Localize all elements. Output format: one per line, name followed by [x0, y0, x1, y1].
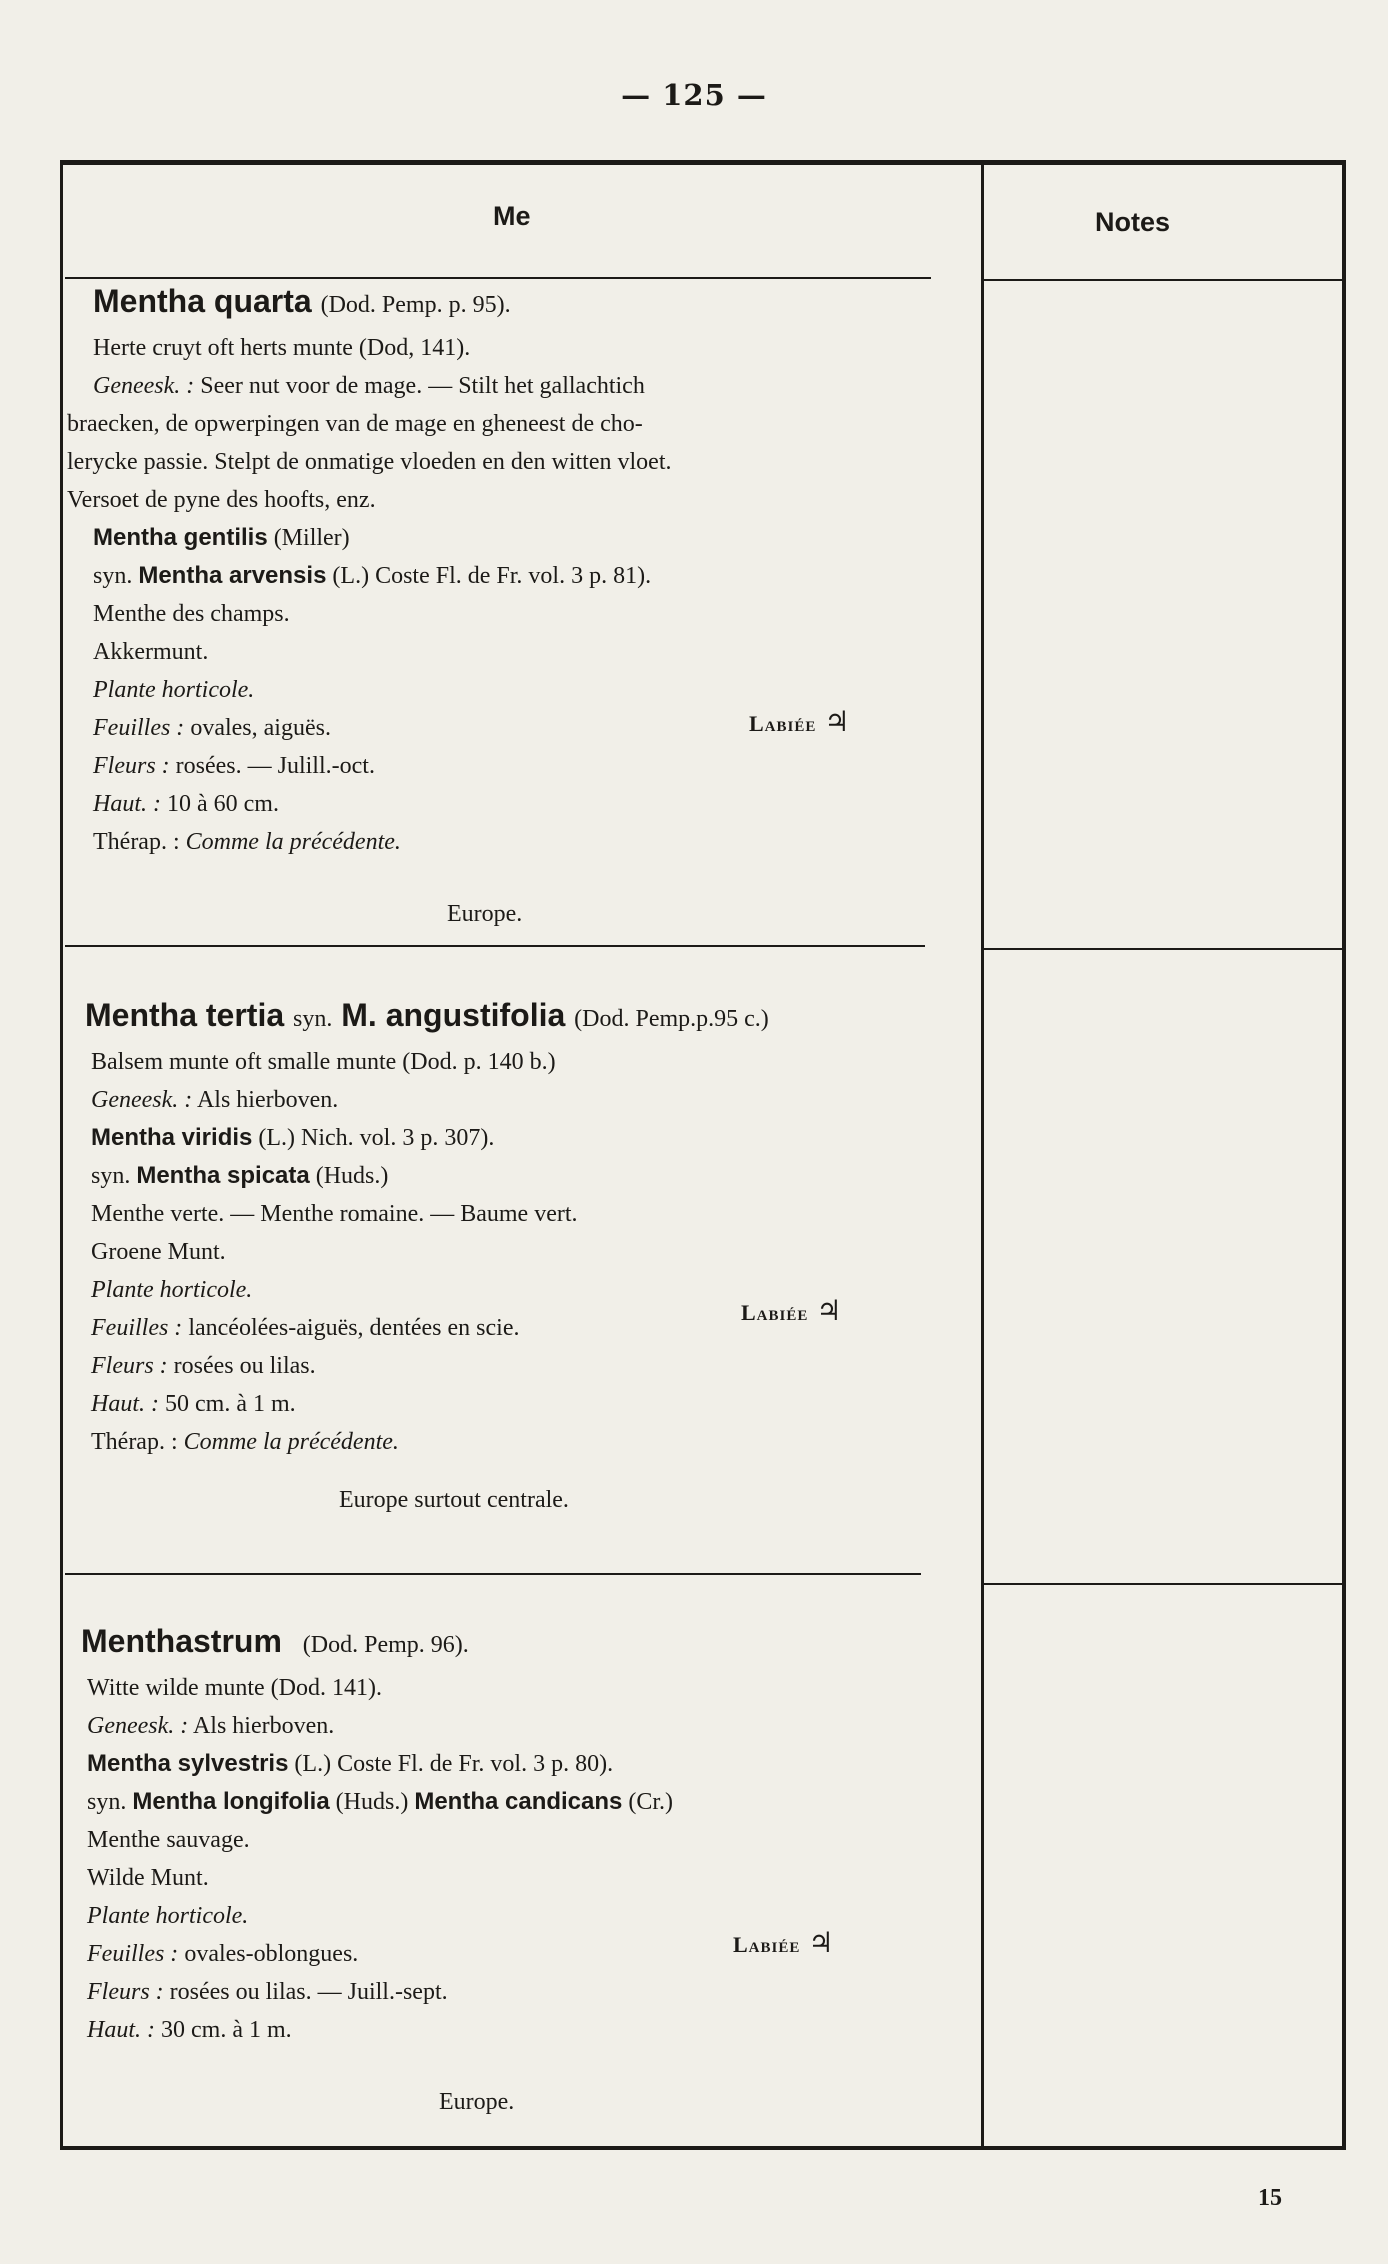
therap-value: Comme la précédente.: [185, 829, 401, 855]
fleurs-value: rosées. — Julill.-oct.: [175, 753, 375, 779]
entry-title-ref: (Dod. Pemp. 96).: [302, 1632, 469, 1658]
synonym-authority: (Huds.): [335, 1789, 409, 1815]
synonym-name: Mentha longifolia: [132, 1788, 330, 1815]
synonym-ref: (L.) Coste Fl. de Fr. vol. 3 p. 81).: [332, 563, 652, 589]
column-divider: [981, 165, 984, 2146]
therap-label: Thérap. :: [91, 1429, 178, 1455]
entry-text-line: Versoet de pyne des hoofts, enz.: [67, 487, 376, 513]
therap-line: [93, 823, 672, 861]
therap-line: [91, 1423, 769, 1461]
entry-title-ref: (Dod. Pemp.p.95 c.): [574, 1006, 769, 1032]
footer-number: 15: [1258, 2185, 1282, 2211]
entry-text-line: Herte cruyt oft herts munte (Dod, 141).: [93, 335, 471, 361]
species-authority: (Miller): [273, 525, 350, 551]
feuilles-label: Feuilles :: [93, 715, 185, 741]
region-label: Europe surtout centrale.: [339, 1487, 569, 1513]
common-name: Wilde Munt.: [87, 1865, 209, 1891]
perennial-symbol: ♃: [808, 1928, 835, 1959]
herbarium-table: [60, 160, 1346, 2150]
entry-text-line: braecken, de opwerpingen van de mage en gheneest de cho-: [67, 411, 643, 437]
plante-label: Plante horticole.: [91, 1277, 253, 1303]
haut-line: [93, 785, 672, 823]
common-names: Menthe verte. — Menthe romaine. — Baume vert.: [91, 1201, 578, 1227]
synonym-label: syn.: [93, 563, 133, 589]
haut-line: [87, 2011, 673, 2049]
species-name: Mentha viridis: [91, 1124, 253, 1151]
family-name: Labiée: [733, 1932, 801, 1957]
fleurs-value: rosées ou lilas. — Juill.-sept.: [169, 1979, 448, 2005]
row-rule-2-right: [984, 1583, 1344, 1585]
species-line: [91, 1119, 769, 1157]
fleurs-line: [91, 1347, 769, 1385]
synonym-name: Mentha arvensis: [138, 562, 327, 589]
page-number: — 125 —: [621, 78, 767, 112]
species-line: [87, 1745, 673, 1783]
haut-value: 10 à 60 cm.: [167, 791, 279, 817]
feuilles-label: Feuilles :: [91, 1315, 183, 1341]
fleurs-label: Fleurs :: [93, 753, 170, 779]
entry-title-name: Menthastrum: [81, 1623, 282, 1659]
feuilles-line: [91, 1309, 769, 1347]
entry-title-name: Mentha quarta: [93, 283, 312, 319]
geneesk-text: Als hierboven.: [192, 1713, 335, 1739]
geneesk-label: Geneesk. :: [87, 1713, 189, 1739]
entry-menthastrum: [81, 1617, 673, 2049]
region-label: Europe.: [447, 901, 523, 927]
fleurs-label: Fleurs :: [87, 1979, 164, 2005]
haut-line: [91, 1385, 769, 1423]
geneesk-label: Geneesk. :: [91, 1087, 193, 1113]
row-rule-2-left: [65, 1573, 921, 1575]
entry-title-name: Mentha tertia: [85, 997, 285, 1033]
row-rule-1-left: [65, 945, 925, 947]
row-rule-1-right: [984, 948, 1344, 950]
haut-value: 30 cm. à 1 m.: [161, 2017, 292, 2043]
synonym-line: [87, 1783, 673, 1821]
synonym-label: syn.: [91, 1163, 131, 1189]
family-label: [741, 1294, 842, 1328]
plante-label: Plante horticole.: [87, 1903, 249, 1929]
synonym-label: syn.: [87, 1789, 127, 1815]
family-name: Labiée: [749, 711, 817, 736]
entry-title-syn: syn.: [293, 1006, 333, 1032]
column-header-me: Me: [493, 201, 531, 231]
synonym-line: [93, 557, 672, 595]
family-name: Labiée: [741, 1300, 809, 1325]
feuilles-value: ovales-oblongues.: [184, 1941, 359, 1967]
entry-title: [81, 1617, 673, 1669]
feuilles-line: [87, 1935, 673, 1973]
fleurs-label: Fleurs :: [91, 1353, 168, 1379]
perennial-symbol: ♃: [824, 707, 851, 738]
species-authority: (L.) Coste Fl. de Fr. vol. 3 p. 80).: [294, 1751, 614, 1777]
entry-mentha-quarta: [67, 277, 672, 861]
species-name: Mentha gentilis: [93, 524, 268, 551]
therap-value: Comme la précédente.: [183, 1429, 399, 1455]
haut-label: Haut. :: [87, 2017, 155, 2043]
geneesk-line: [91, 1081, 769, 1119]
feuilles-line: [93, 709, 672, 747]
common-name: Menthe des champs.: [93, 601, 290, 627]
species-line: [93, 519, 672, 557]
synonym-authority-2: (Cr.): [628, 1789, 674, 1815]
fleurs-line: [87, 1973, 673, 2011]
feuilles-value: ovales, aiguës.: [190, 715, 331, 741]
entry-text-line: Balsem munte oft smalle munte (Dod. p. 140 b.): [91, 1049, 556, 1075]
entry-title-name-2: M. angustifolia: [341, 997, 566, 1033]
species-name: Mentha sylvestris: [87, 1750, 289, 1777]
common-name: Groene Munt.: [91, 1239, 226, 1265]
synonym-ref: (Huds.): [315, 1163, 389, 1189]
feuilles-value: lancéolées-aiguës, dentées en scie.: [188, 1315, 520, 1341]
region-label: Europe.: [439, 2089, 515, 2115]
plante-label: Plante horticole.: [93, 677, 255, 703]
fleurs-value: rosées ou lilas.: [173, 1353, 316, 1379]
entry-title: [93, 277, 672, 329]
haut-label: Haut. :: [93, 791, 161, 817]
geneesk-text: Seer nut voor de mage. — Stilt het gallachtich: [200, 373, 645, 399]
entry-title: [85, 991, 769, 1043]
synonym-line: [91, 1157, 769, 1195]
entry-text-line: Witte wilde munte (Dod. 141).: [87, 1675, 382, 1701]
entry-text-line: lerycke passie. Stelpt de onmatige vloeden en den witten vloet.: [67, 449, 672, 475]
feuilles-label: Feuilles :: [87, 1941, 179, 1967]
geneesk-label: Geneesk. :: [93, 373, 195, 399]
therap-label: Thérap. :: [93, 829, 180, 855]
perennial-symbol: ♃: [816, 1296, 843, 1327]
haut-label: Haut. :: [91, 1391, 159, 1417]
geneesk-line: [93, 367, 672, 405]
fleurs-line: [93, 747, 672, 785]
species-authority: (L.) Nich. vol. 3 p. 307).: [258, 1125, 495, 1151]
column-header-notes: Notes: [1095, 207, 1171, 237]
geneesk-text: Als hierboven.: [196, 1087, 339, 1113]
haut-value: 50 cm. à 1 m.: [165, 1391, 296, 1417]
family-label: [749, 705, 850, 739]
synonym-name: Mentha spicata: [136, 1162, 310, 1189]
common-name: Akkermunt.: [93, 639, 209, 665]
entry-mentha-tertia: [85, 991, 769, 1461]
entry-title-ref: (Dod. Pemp. p. 95).: [320, 292, 511, 318]
synonym-name-2: Mentha candicans: [414, 1788, 623, 1815]
header-rule-right: [984, 279, 1344, 281]
family-label: [733, 1926, 834, 1960]
common-name: Menthe sauvage.: [87, 1827, 250, 1853]
geneesk-line: [87, 1707, 673, 1745]
